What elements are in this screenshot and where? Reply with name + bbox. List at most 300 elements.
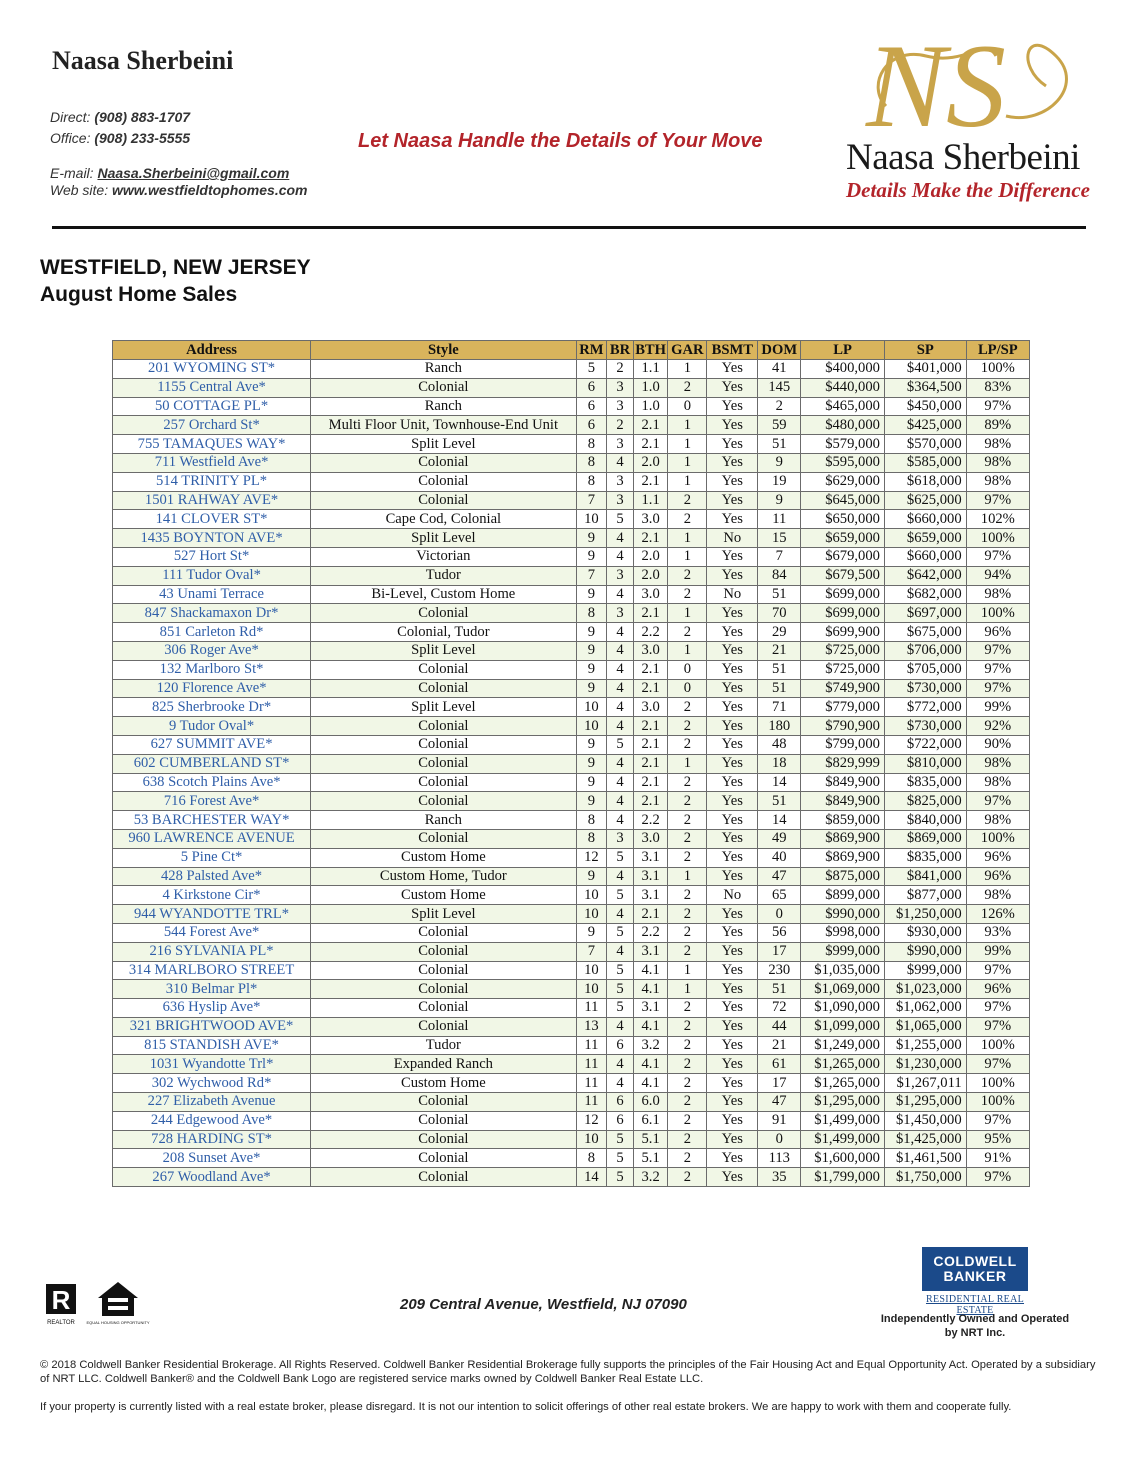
table-cell: 2.1	[633, 717, 668, 736]
table-cell: 314 MARLBORO STREET	[113, 961, 311, 980]
table-row	[113, 1093, 1030, 1112]
table-cell: 2.1	[633, 416, 668, 435]
table-cell: 14	[758, 811, 801, 830]
table-cell: 14	[758, 773, 801, 792]
table-cell: Colonial	[311, 1130, 577, 1149]
monogram-flourish-2	[1006, 45, 1066, 117]
table-cell: $1,250,000	[884, 905, 966, 924]
table-cell: 10	[576, 1130, 607, 1149]
column-header: BTH	[635, 341, 667, 358]
office-label: Office:	[50, 130, 91, 146]
table-cell: 1.1	[633, 360, 668, 379]
table-cell: 8	[576, 829, 607, 848]
table-cell: 3.0	[633, 829, 668, 848]
table-cell: $829,999	[801, 754, 885, 773]
table-cell: 89%	[966, 416, 1029, 435]
table-cell: 2	[668, 1093, 707, 1112]
table-cell: 3.2	[633, 1168, 668, 1187]
table-cell: 8	[576, 811, 607, 830]
table-cell: 3	[607, 491, 634, 510]
table-cell: 4	[607, 1055, 634, 1074]
table-cell: 755 TAMAQUES WAY*	[113, 435, 311, 454]
table-cell: 70	[758, 604, 801, 623]
table-row	[113, 1055, 1030, 1074]
table-cell: $877,000	[884, 886, 966, 905]
table-cell: 9 Tudor Oval*	[113, 717, 311, 736]
table-cell: 847 Shackamaxon Dr*	[113, 604, 311, 623]
table-cell: 5	[607, 961, 634, 980]
table-cell: $595,000	[801, 453, 885, 472]
table-cell: Colonial	[311, 942, 577, 961]
table-cell: $465,000	[801, 397, 885, 416]
table-cell: Yes	[707, 641, 758, 660]
table-cell: $859,000	[801, 811, 885, 830]
table-cell: 3	[607, 472, 634, 491]
table-cell: 5	[576, 360, 607, 379]
table-row	[113, 547, 1030, 566]
table-cell: 4	[607, 942, 634, 961]
table-cell: $570,000	[884, 435, 966, 454]
table-cell: 1	[668, 360, 707, 379]
table-cell: 310 Belmar Pl*	[113, 980, 311, 999]
table-cell: 2	[668, 773, 707, 792]
table-cell: 40	[758, 848, 801, 867]
table-cell: 2	[668, 1055, 707, 1074]
table-cell: $990,000	[884, 942, 966, 961]
table-cell: 3.1	[633, 999, 668, 1018]
table-cell: Yes	[707, 829, 758, 848]
table-cell: $1,499,000	[801, 1111, 885, 1130]
table-cell: 6	[576, 378, 607, 397]
table-cell: 3	[607, 435, 634, 454]
table-cell: 2.2	[633, 923, 668, 942]
table-row	[113, 378, 1030, 397]
table-cell: Colonial	[311, 453, 577, 472]
table-cell: $875,000	[801, 867, 885, 886]
table-cell: $1,267,011	[884, 1074, 966, 1093]
office-address: 209 Central Avenue, Westfield, NJ 07090	[400, 1296, 687, 1313]
table-cell: 4	[607, 811, 634, 830]
table-cell: 2.1	[633, 905, 668, 924]
table-cell: 11	[576, 1093, 607, 1112]
table-cell: 21	[758, 1036, 801, 1055]
table-cell: 2.1	[633, 435, 668, 454]
legal-notice: © 2018 Coldwell Banker Residential Brokerage. All Rights Reserved. Coldwell Banker Residential Brokerage fully supports the principles of the Fair Housing Act and Equal Opportunity Act. Operated by a subsidiary of NRT LLC. Coldwell Banker® and the Coldwell Bank Logo are registered service marks owned by Coldwell Banker Real Estate LLC.	[40, 1359, 1096, 1385]
table-cell: Custom Home	[311, 886, 577, 905]
table-cell: $869,000	[884, 829, 966, 848]
table-cell: 2	[668, 491, 707, 510]
table-cell: $629,000	[801, 472, 885, 491]
table-cell: 1	[668, 641, 707, 660]
logo-slogan: Details Make the Difference	[846, 178, 1090, 202]
table-cell: $1,600,000	[801, 1149, 885, 1168]
table-cell: 2.1	[633, 792, 668, 811]
table-cell: Yes	[707, 1111, 758, 1130]
table-cell: $1,035,000	[801, 961, 885, 980]
table-cell: 2	[668, 905, 707, 924]
table-row	[113, 754, 1030, 773]
table-cell: $730,000	[884, 679, 966, 698]
cb-line2: BANKER	[943, 1268, 1007, 1284]
table-cell: 9	[576, 641, 607, 660]
table-cell: 7	[758, 547, 801, 566]
table-cell: 2.2	[633, 811, 668, 830]
table-cell: 96%	[966, 623, 1029, 642]
table-cell: $1,425,000	[884, 1130, 966, 1149]
table-cell: 4	[607, 679, 634, 698]
column-header: GAR	[668, 341, 707, 360]
table-row	[113, 886, 1030, 905]
table-cell: 306 Roger Ave*	[113, 641, 311, 660]
table-cell: 3	[607, 604, 634, 623]
realtor-logo-icon	[44, 1282, 80, 1326]
table-cell: Yes	[707, 923, 758, 942]
table-cell: 10	[576, 510, 607, 529]
realtor-mark: R	[51, 1285, 71, 1315]
table-header-row	[113, 341, 1030, 360]
table-cell: 230	[758, 961, 801, 980]
table-cell: Colonial	[311, 999, 577, 1018]
table-cell: 2	[668, 1130, 707, 1149]
table-cell: Custom Home	[311, 1074, 577, 1093]
table-cell: 90%	[966, 735, 1029, 754]
table-cell: $749,900	[801, 679, 885, 698]
table-cell: $722,000	[884, 735, 966, 754]
table-cell: Yes	[707, 360, 758, 379]
table-cell: 5.1	[633, 1130, 668, 1149]
table-cell: 96%	[966, 980, 1029, 999]
table-cell: $730,000	[884, 717, 966, 736]
table-cell: 2	[668, 585, 707, 604]
table-cell: 2	[668, 623, 707, 642]
table-cell: 1	[668, 547, 707, 566]
realtor-label: REALTOR	[47, 1320, 75, 1326]
table-cell: 216 SYLVANIA PL*	[113, 942, 311, 961]
table-cell: 91	[758, 1111, 801, 1130]
table-cell: 9	[576, 660, 607, 679]
table-cell: 65	[758, 886, 801, 905]
table-cell: Yes	[707, 999, 758, 1018]
table-cell: 4.1	[633, 1017, 668, 1036]
table-cell: 145	[758, 378, 801, 397]
table-row	[113, 623, 1030, 642]
website-link[interactable]: www.westfieldtophomes.com	[112, 182, 308, 198]
table-cell: Yes	[707, 397, 758, 416]
table-cell: Split Level	[311, 529, 577, 548]
table-cell: 5	[607, 923, 634, 942]
table-cell: 2.1	[633, 660, 668, 679]
table-cell: 1.0	[633, 378, 668, 397]
table-cell: 111 Tudor Oval*	[113, 566, 311, 585]
table-row	[113, 1074, 1030, 1093]
logo-name: Naasa Sherbeini	[846, 137, 1080, 178]
table-cell: 728 HARDING ST*	[113, 1130, 311, 1149]
table-cell: 2.1	[633, 604, 668, 623]
table-cell: 10	[576, 717, 607, 736]
table-cell: 9	[576, 623, 607, 642]
table-cell: 5	[607, 1149, 634, 1168]
table-cell: 8	[576, 604, 607, 623]
table-row	[113, 397, 1030, 416]
table-cell: 61	[758, 1055, 801, 1074]
table-cell: Colonial	[311, 472, 577, 491]
table-cell: 944 WYANDOTTE TRL*	[113, 905, 311, 924]
table-cell: 2	[668, 999, 707, 1018]
table-cell: 7	[576, 491, 607, 510]
table-cell: $401,000	[884, 360, 966, 379]
table-cell: 627 SUMMIT AVE*	[113, 735, 311, 754]
table-cell: Yes	[707, 961, 758, 980]
table-cell: 1.1	[633, 491, 668, 510]
table-cell: 12	[576, 848, 607, 867]
table-cell: 4	[607, 754, 634, 773]
agent-name: Naasa Sherbeini	[52, 46, 234, 75]
table-cell: 100%	[966, 529, 1029, 548]
column-header: RM	[576, 341, 607, 360]
table-cell: 120 Florence Ave*	[113, 679, 311, 698]
table-cell: 29	[758, 623, 801, 642]
table-cell: 3.0	[633, 698, 668, 717]
table-cell: 11	[758, 510, 801, 529]
cb-line1: COLDWELL	[933, 1253, 1017, 1269]
table-cell: Colonial	[311, 829, 577, 848]
table-cell: 2	[607, 360, 634, 379]
table-cell: 711 Westfield Ave*	[113, 453, 311, 472]
table-cell: 8	[576, 472, 607, 491]
coldwell-banker-logo	[922, 1247, 1028, 1291]
table-cell: 9	[576, 679, 607, 698]
table-cell: Yes	[707, 416, 758, 435]
table-cell: 960 LAWRENCE AVENUE	[113, 829, 311, 848]
website-line	[50, 182, 308, 198]
table-cell: Yes	[707, 792, 758, 811]
table-cell: $869,900	[801, 848, 885, 867]
email-label: E-mail:	[50, 165, 94, 181]
table-cell: 9	[758, 491, 801, 510]
table-cell: 4	[607, 905, 634, 924]
table-cell: 9	[758, 453, 801, 472]
table-cell: Yes	[707, 717, 758, 736]
table-cell: Yes	[707, 378, 758, 397]
table-cell: 2	[668, 735, 707, 754]
table-cell: 2	[668, 829, 707, 848]
table-cell: Colonial	[311, 923, 577, 942]
table-cell: Yes	[707, 623, 758, 642]
table-cell: Cape Cod, Colonial	[311, 510, 577, 529]
table-cell: 4.1	[633, 1055, 668, 1074]
table-cell: $999,000	[884, 961, 966, 980]
table-cell: Yes	[707, 905, 758, 924]
table-cell: 321 BRIGHTWOOD AVE*	[113, 1017, 311, 1036]
table-cell: Yes	[707, 510, 758, 529]
table-cell: 51	[758, 660, 801, 679]
table-row	[113, 1130, 1030, 1149]
table-cell: 94%	[966, 566, 1029, 585]
table-row	[113, 529, 1030, 548]
table-cell: $699,900	[801, 623, 885, 642]
table-cell: 8	[576, 1149, 607, 1168]
table-cell: $1,499,000	[801, 1130, 885, 1149]
table-cell: $790,900	[801, 717, 885, 736]
table-row	[113, 435, 1030, 454]
table-cell: 59	[758, 416, 801, 435]
table-cell: 2	[668, 566, 707, 585]
table-cell: 1031 Wyandotte Trl*	[113, 1055, 311, 1074]
table-cell: 100%	[966, 360, 1029, 379]
page-title: WESTFIELD, NEW JERSEY	[40, 256, 311, 279]
table-cell: 244 Edgewood Ave*	[113, 1111, 311, 1130]
table-cell: 7	[576, 566, 607, 585]
table-cell: 17	[758, 1074, 801, 1093]
table-cell: 4	[607, 867, 634, 886]
table-row	[113, 829, 1030, 848]
table-cell: 98%	[966, 453, 1029, 472]
table-cell: $585,000	[884, 453, 966, 472]
table-cell: 91%	[966, 1149, 1029, 1168]
table-cell: 3	[607, 378, 634, 397]
table-cell: $869,900	[801, 829, 885, 848]
table-cell: 1.0	[633, 397, 668, 416]
table-cell: Yes	[707, 1093, 758, 1112]
table-cell: 102%	[966, 510, 1029, 529]
table-cell: 100%	[966, 1074, 1029, 1093]
table-cell: Colonial	[311, 1093, 577, 1112]
cb-ownership-line1: Independently Owned and Operated	[880, 1313, 1070, 1325]
email-link[interactable]: Naasa.Sherbeini@gmail.com	[97, 165, 290, 181]
table-cell: Bi-Level, Custom Home	[311, 585, 577, 604]
table-row	[113, 867, 1030, 886]
table-cell: 5	[607, 999, 634, 1018]
table-cell: $660,000	[884, 510, 966, 529]
table-cell: Colonial	[311, 1111, 577, 1130]
table-cell: 2	[668, 1111, 707, 1130]
table-cell: Custom Home	[311, 848, 577, 867]
table-cell: 35	[758, 1168, 801, 1187]
table-cell: 2.2	[633, 623, 668, 642]
table-cell: 1	[668, 604, 707, 623]
table-cell: Ranch	[311, 811, 577, 830]
table-cell: 6	[576, 397, 607, 416]
table-cell: $849,900	[801, 773, 885, 792]
table-cell: 11	[576, 1036, 607, 1055]
table-cell: 9	[576, 547, 607, 566]
table-cell: 428 Palsted Ave*	[113, 867, 311, 886]
table-cell: $1,255,000	[884, 1036, 966, 1055]
table-cell: 97%	[966, 1168, 1029, 1187]
table-cell: 2.0	[633, 566, 668, 585]
table-cell: 100%	[966, 829, 1029, 848]
table-cell: $835,000	[884, 848, 966, 867]
table-cell: 3.0	[633, 585, 668, 604]
table-cell: 97%	[966, 660, 1029, 679]
table-cell: 10	[576, 698, 607, 717]
table-row	[113, 566, 1030, 585]
table-cell: 84	[758, 566, 801, 585]
table-cell: $642,000	[884, 566, 966, 585]
page-subtitle: August Home Sales	[40, 283, 238, 306]
table-cell: 5 Pine Ct*	[113, 848, 311, 867]
table-cell: $1,023,000	[884, 980, 966, 999]
table-cell: Yes	[707, 1017, 758, 1036]
table-cell: Yes	[707, 604, 758, 623]
table-cell: 10	[576, 905, 607, 924]
table-cell: 1	[668, 754, 707, 773]
table-cell: 544 Forest Ave*	[113, 923, 311, 942]
direct-phone[interactable]: (908) 883-1707	[94, 109, 191, 125]
table-row	[113, 773, 1030, 792]
table-row	[113, 942, 1030, 961]
table-cell: 126%	[966, 905, 1029, 924]
table-cell: Yes	[707, 867, 758, 886]
table-cell: 2.1	[633, 529, 668, 548]
table-cell: 97%	[966, 491, 1029, 510]
table-cell: $706,000	[884, 641, 966, 660]
table-cell: 113	[758, 1149, 801, 1168]
table-body	[113, 360, 1030, 1187]
table-cell: 3.1	[633, 848, 668, 867]
table-cell: 96%	[966, 867, 1029, 886]
table-cell: 9	[576, 529, 607, 548]
table-cell: 4	[607, 623, 634, 642]
column-header: BR	[607, 341, 634, 360]
table-cell: 2	[668, 1036, 707, 1055]
table-cell: Yes	[707, 1130, 758, 1149]
table-row	[113, 491, 1030, 510]
table-cell: $679,000	[801, 547, 885, 566]
table-cell: 2.1	[633, 754, 668, 773]
table-cell: $659,000	[801, 529, 885, 548]
column-header: BSMT	[707, 341, 758, 360]
table-cell: Yes	[707, 1168, 758, 1187]
table-cell: $682,000	[884, 585, 966, 604]
table-cell: $1,265,000	[801, 1074, 885, 1093]
table-cell: 51	[758, 435, 801, 454]
table-cell: 716 Forest Ave*	[113, 792, 311, 811]
table-cell: 51	[758, 792, 801, 811]
table-cell: 257 Orchard St*	[113, 416, 311, 435]
table-cell: 4	[607, 529, 634, 548]
table-cell: Colonial	[311, 1017, 577, 1036]
table-cell: 50 COTTAGE PL*	[113, 397, 311, 416]
direct-label: Direct:	[50, 109, 91, 125]
table-cell: $618,000	[884, 472, 966, 491]
table-row	[113, 641, 1030, 660]
table-cell: 0	[668, 679, 707, 698]
table-cell: 4	[607, 773, 634, 792]
column-header: LP	[801, 341, 885, 360]
table-cell: $699,000	[801, 604, 885, 623]
table-cell: $425,000	[884, 416, 966, 435]
table-cell: Yes	[707, 698, 758, 717]
table-cell: 98%	[966, 754, 1029, 773]
table-cell: 11	[576, 1055, 607, 1074]
eho-label: EQUAL HOUSING OPPORTUNITY	[86, 1320, 150, 1325]
table-cell: Colonial	[311, 491, 577, 510]
table-cell: 98%	[966, 773, 1029, 792]
table-cell: 97%	[966, 1017, 1029, 1036]
table-cell: 11	[576, 999, 607, 1018]
column-header: SP	[884, 341, 966, 360]
table-cell: 602 CUMBERLAND ST*	[113, 754, 311, 773]
table-cell: 6	[607, 1093, 634, 1112]
table-cell: 12	[576, 1111, 607, 1130]
table-cell: 4 Kirkstone Cir*	[113, 886, 311, 905]
table-cell: Colonial	[311, 378, 577, 397]
table-cell: 9	[576, 773, 607, 792]
office-phone[interactable]: (908) 233-5555	[94, 130, 191, 146]
direct-phone-line	[50, 109, 190, 125]
table-cell: Yes	[707, 811, 758, 830]
